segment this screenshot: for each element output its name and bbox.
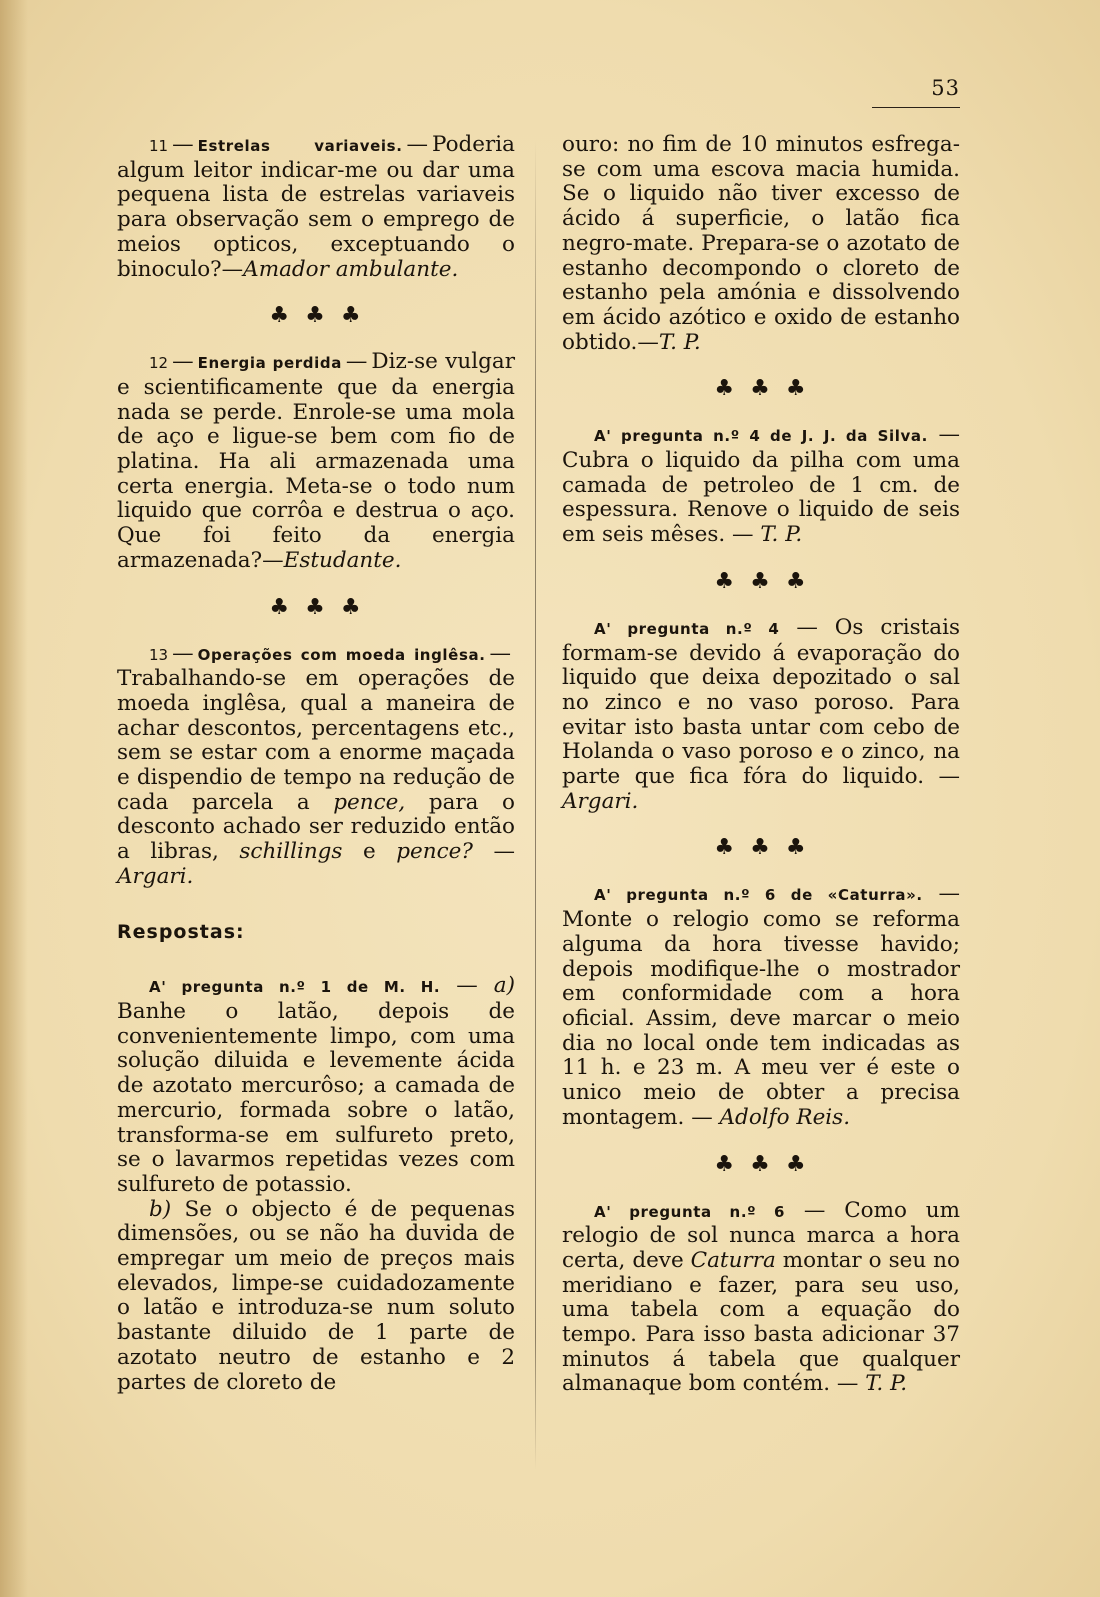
separator-ornament: ♣♣♣ bbox=[714, 376, 822, 402]
separator-ornament: ♣♣♣ bbox=[269, 303, 377, 329]
answer-6-a: A' pregunta n.º 6 de «Caturra». — Monte o relogio como se reforma alguma da hora tivesse havido; depois modifique-lhe o mostrador em conformidade com a hora oficial. Assim, deve marcar o meio dia no local onde tem indicadas as 11 h. e 23 m. A meu ver é este o unico meio de obter a precisa montagem. — Adolfo Reis. bbox=[562, 881, 960, 1130]
answer-body: Como um relogio de sol nunca marca a hora certa, deve bbox=[562, 1197, 960, 1273]
question-author: Estudante. bbox=[283, 547, 402, 573]
answer-body: Cubra o liquido da pilha com uma camada de petroleo de 1 cm. de espessura. Renove o liquido de seis em seis mêses. bbox=[562, 448, 960, 548]
conjunction: e bbox=[363, 839, 376, 865]
question-number: 13 bbox=[149, 645, 169, 664]
answer-body-a: Banhe o latão, depois de convenientemente limpo, com uma solução diluida e levemente ácida de azotato mercurôso; a camada de mercurio, formada sobre o latão, transforma-se em sulfureto preto, se o lavarmos repetidas vezes com sulfureto de potassio. bbox=[117, 998, 515, 1197]
answer-1-continued: ouro: no fim de 10 minutos esfrega-se com uma escova macia humida. Se o liquido não tiver excesso de ácido á superficie, o latão fica negro-mate. Prepara-se o azotato de estanho decompondo o cloreto de estanho pela amónia e dissolvendo em ácido azótico e oxido de estanho obtido.—T. P. bbox=[562, 132, 960, 355]
question-title: Energia perdida bbox=[197, 354, 342, 373]
question-body-cont: para o desconto achado ser reduzido então a libras, bbox=[117, 789, 515, 865]
page-number: 53 bbox=[931, 76, 960, 100]
answer-body: Os cristais formam-se devido á evaporação do liquido que deixa depozitado o sal no zinco e no vaso poroso. Para evitar isto basta untar com cebo de Holanda o vaso poroso e o zinco, na parte que fica fóra do liquido. bbox=[562, 614, 961, 790]
answer-heading: A' pregunta n.º 6 bbox=[594, 1202, 786, 1221]
answer-label-a: a) bbox=[493, 973, 516, 999]
answer-author: T. P. bbox=[760, 522, 803, 548]
term-pence: pence? bbox=[396, 839, 473, 865]
question-author: Argari. bbox=[117, 863, 194, 889]
answer-author: T. P. bbox=[865, 1371, 908, 1397]
page-number-rule bbox=[872, 107, 960, 108]
answer-author: T. P. bbox=[658, 329, 701, 355]
question-body: Trabalhando-se em operações de moeda inglêsa, qual a maneira de achar descontos, percentagens etc., sem se estar com a enorme maçada e dispendio de tempo na redução de cada parcela a bbox=[117, 666, 515, 815]
term-schillings: schillings bbox=[239, 839, 343, 865]
answer-heading: A' pregunta n.º 6 de «Caturra». bbox=[594, 886, 923, 905]
answer-author: Argari. bbox=[562, 788, 639, 814]
question-number: 12 bbox=[149, 354, 169, 373]
answer-label-b: b) bbox=[149, 1196, 172, 1222]
answer-6-b: A' pregunta n.º 6 — Como um relogio de sol nunca marca a hora certa, deve Caturra montar o seu no meridiano e fazer, para seu uso, uma tabela com a equação do tempo. Para isso basta adicionar 37 minutos á tabela que qualquer almanaque bom contém. — T. P. bbox=[562, 1197, 960, 1397]
term-pence: pence, bbox=[333, 789, 406, 815]
answer-heading: A' pregunta n.º 1 de M. H. bbox=[149, 978, 441, 997]
separator-ornament: ♣♣♣ bbox=[714, 1151, 822, 1177]
question-body: Diz-se vulgar e scientificamente que da energia nada se perde. Enrole-se uma mola de aço e ligue-se bem com fio de platina. Ha ali armazenada uma certa energia. Meta-se o todo num liquido que corrôa e destrua o aço. Que foi feito da energia armazenada? bbox=[117, 349, 516, 573]
question-13: 13 — Operações com moeda inglêsa. —Trabalhando-se em operações de moeda inglêsa, qual a maneira de achar descontos, percentagens etc., sem se estar com a enorme maçada e dispendio de tempo na redução de cada parcela a pence, para o desconto achado ser reduzido então a libras, schillings e pence? —Argari. bbox=[117, 640, 515, 889]
question-title: Estrelas variaveis. bbox=[197, 137, 403, 155]
left-column bbox=[117, 133, 515, 1395]
right-column bbox=[562, 133, 960, 1397]
answer-4-a: A' pregunta n.º 4 de J. J. da Silva. — Cubra o liquido da pilha com uma camada de petroleo de 1 cm. de espessura. Renove o liquido de seis em seis mêses. — T. P. bbox=[562, 422, 960, 548]
answer-heading: A' pregunta n.º 4 bbox=[594, 619, 780, 638]
separator-ornament: ♣♣♣ bbox=[714, 835, 822, 861]
question-body: Poderia algum leitor indicar-me ou dar uma pequena lista de estrelas variaveis para observação sem o emprego de meios opticos, exceptuando o binoculo? bbox=[117, 132, 515, 282]
answers-heading: Respostas: bbox=[117, 920, 245, 943]
answer-1-b bbox=[117, 1198, 515, 1396]
question-12: 12 — Energia perdida — Diz-se vulgar e scientificamente que da energia nada se perde. Enrole-se uma mola de aço e ligue-se bem com fio de platina. Ha ali armazenada uma certa energia. Meta-se o todo num liquido que corrôa e destrua o aço. Que foi feito da energia armazenada?—Estudante. bbox=[117, 349, 516, 573]
answer-body-b: Se o objecto é de pequenas dimensões, ou se não ha duvida de empregar um meio de preços mais elevados, limpe-se cuidadozamente o latão e introduza-se num soluto bastante diluido de 1 parte de azotato neutro de estanho e 2 partes de cloreto de bbox=[117, 1196, 515, 1395]
question-number: 11 bbox=[149, 137, 169, 155]
question-11: 11 — Estrelas variaveis. — Poderia algum leitor indicar-me ou dar uma pequena lista de estrelas variaveis para observação sem o emprego de meios opticos, exceptuando o binoculo?—Amador ambulante. bbox=[117, 132, 515, 282]
answer-heading: A' pregunta n.º 4 de J. J. da Silva. bbox=[594, 427, 928, 446]
page-edge-shadow bbox=[0, 0, 28, 1597]
column-divider bbox=[535, 140, 536, 1470]
question-author: Amador ambulante. bbox=[243, 256, 459, 282]
separator-ornament: ♣♣♣ bbox=[714, 568, 822, 594]
answer-4-b: A' pregunta n.º 4 — Os cristais formam-se devido á evaporação do liquido que deixa depozitado o sal no zinco e no vaso poroso. Para evitar isto basta untar com cebo de Holanda o vaso poroso e o zinco, na parte que fica fóra do liquido. — Argari. bbox=[562, 614, 961, 814]
answer-body: ouro: no fim de 10 minutos esfrega-se com uma escova macia humida. Se o liquido não tiver excesso de ácido á superficie, o latão fica negro-mate. Prepara-se o azotato de estanho decompondo o cloreto de estanho pela amónia e dissolvendo em ácido azótico e oxido de estanho obtido. bbox=[562, 132, 960, 355]
question-title: Operações com moeda inglêsa. bbox=[197, 645, 486, 664]
term-caturra: Caturra bbox=[690, 1247, 776, 1273]
answer-author: Adolfo Reis. bbox=[719, 1104, 851, 1130]
answer-1: A' pregunta n.º 1 de M. H. — a) Banhe o latão, depois de convenientemente limpo, com uma solução diluida e levemente ácida de azotato mercurôso; a camada de mercurio, formada sobre o latão, transforma-se em sulfureto preto, se o lavarmos repetidas vezes com sulfureto de potassio. bbox=[117, 973, 516, 1197]
separator-ornament: ♣♣♣ bbox=[269, 594, 377, 620]
answer-body: Monte o relogio como se reforma alguma da hora tivesse havido; depois modifique-lhe o mostrador em conformidade com a hora oficial. Assim, deve marcar o meio dia no local onde tem indicadas as 11 h. e 23 m. A meu ver é este o unico meio de obter a precisa montagem. bbox=[562, 907, 960, 1130]
answer-body-cont: montar o seu no meridiano e fazer, para seu uso, uma tabela com a equação do tempo. Para isso basta adicionar 37 minutos á tabela que qualquer almanaque bom contém. bbox=[562, 1247, 960, 1397]
